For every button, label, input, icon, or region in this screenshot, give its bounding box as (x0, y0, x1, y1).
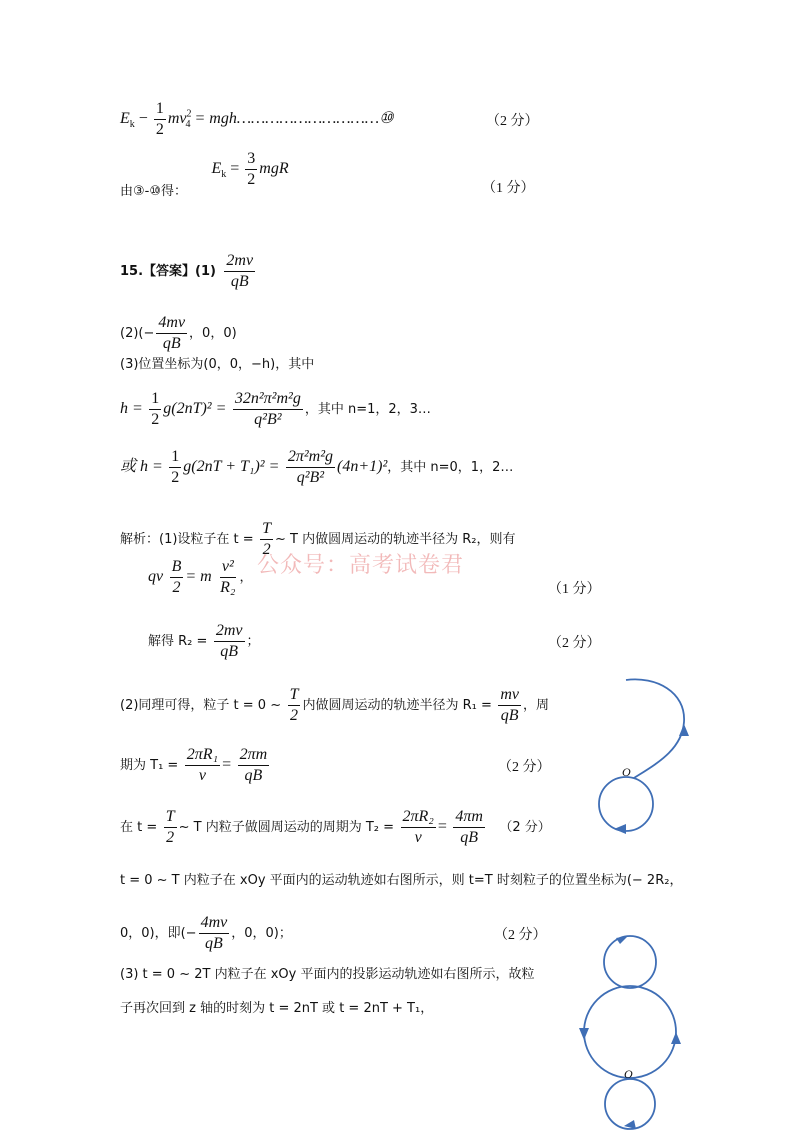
arrow-left-icon-bottom (624, 1120, 636, 1129)
energy-equation-line (120, 100, 393, 138)
period-t1-line: 期为 T₁ = $\frac{\text{2πR₁}}{v}$ = $\frac{2\pi m}{qB}$ (120, 746, 268, 784)
derivation-prefix: 由③-⑩得： (120, 183, 187, 199)
minus-sign: − (138, 109, 148, 127)
arrow-up-icon (679, 724, 689, 736)
analysis-line-8: 子再次回到 z 轴的时刻为 t = 2nT 或 t = 2nT + T₁， (120, 1001, 434, 1016)
arrow-up-icon-right (671, 1032, 681, 1044)
period-t2-line: 在 t = $\frac{T}{2}$ ~ T 内粒子做圆周运动的周期为 T₂ = $\frac{\text{2πR₂}}{v}$ = $\frac{4\pi m}{qB}$ （2 分） (120, 808, 551, 846)
score-t1: （2 分） (498, 760, 551, 775)
score-line-1: （2 分） (486, 114, 539, 129)
watermark: 公众号：高考试卷君 (257, 553, 465, 578)
middle-large-circle (584, 986, 676, 1078)
height-formula-1: h = $\frac{1}{2}$ g(2nT)² = $\frac{\text{32n²π²m²g}}{\text{q²B²}}$ ，其中 n=1，2，3… (120, 390, 431, 428)
arrow-right-icon-top (616, 936, 628, 944)
ek-symbol: E (120, 109, 130, 127)
trajectory-diagram-1 (596, 672, 706, 842)
answer-line-1 (120, 252, 257, 290)
analysis-line-6: 0，0)，即(− $\frac{4mv}{qB}$ ，0，0)； (120, 914, 292, 952)
height-fraction-1: $\frac{\text{32n²π²m²g}}{\text{q²B²}}$ (234, 390, 301, 428)
origin-label-2: O (624, 1067, 633, 1081)
analysis-line-7: (3) t = 0 ~ 2T 内粒子在 xOy 平面内的投影运动轨迹如右图所示，故粒 (120, 967, 535, 982)
height-fraction-2: $\frac{\text{2π²m²g}}{\text{q²B²}}$ (287, 448, 334, 486)
energy-rhs: = mgh…………………………⑩ (194, 109, 394, 127)
ek-expression: $E_k$ = $\frac{3}{2}$ mgR (211, 150, 289, 188)
arrow-down-icon-left (579, 1028, 589, 1040)
kinetic-energy-result-line (120, 150, 289, 199)
force-equation: qv $\frac{B}{2}$ = m $\frac{\text{v²}}{\text{R₂}}$ ， (148, 558, 253, 596)
score-line-6: （2 分） (494, 928, 547, 943)
arrow-left-icon (614, 824, 626, 834)
top-small-circle (604, 936, 656, 988)
analysis-line-5: t = 0 ~ T 内粒子在 xOy 平面内的运动轨迹如右图所示，则 t=T 时刻粒子的位置坐标为(− 2R₂， (120, 873, 683, 888)
large-arc (626, 679, 684, 778)
ek-subscript: k (129, 118, 135, 130)
analysis-line-1: 解析：(1)设粒子在 t = $\frac{T}{2}$ ~ T 内做圆周运动的轨迹半径为 R₂，则有 (120, 520, 516, 558)
mv-subscript: 4 (185, 118, 191, 130)
mv-term: mv (167, 109, 187, 127)
trajectory-diagram-2 (576, 932, 686, 1132)
mv-superscript: 2 (186, 108, 192, 120)
height-formula-2: 或 h = $\frac{1}{2}$ g(2nT + T₁)² = $\frac{\text{2π²m²g}}{\text{q²B²}}$ (4n+1)²，其中 n=0，1，2… (120, 448, 514, 486)
answer-label: 15.【答案】(1) (120, 264, 216, 280)
small-circle (599, 777, 653, 831)
score-force-eq: （1 分） (548, 582, 601, 597)
half-fraction: $\frac{1}{2}$ (155, 100, 164, 138)
score-r2: （2 分） (548, 636, 601, 651)
answer-1-fraction: $\frac{2mv}{qB}$ (226, 252, 254, 290)
origin-label-1: O (622, 765, 631, 779)
answer-line-2: (2)(− $\frac{4mv}{qB}$ ，0，0) (120, 314, 237, 352)
r2-solution: 解得 R₂ = $\frac{2mv}{qB}$ ； (148, 622, 260, 660)
analysis-line-2: (2)同理可得，粒子 t = 0 ~ $\frac{T}{2}$ 内做圆周运动的轨迹半径为 R₁ = $\frac{mv}{qB}$ ，周 (120, 686, 549, 724)
answer-2-fraction: $\frac{4mv}{qB}$ (158, 314, 186, 352)
bottom-small-circle (605, 1079, 655, 1129)
three-halves-fraction: $\frac{3}{2}$ (247, 150, 256, 188)
answer-line-3: (3)位置坐标为(0，0，−h)，其中 (120, 357, 315, 372)
score-line-2: （1 分） (482, 181, 535, 196)
